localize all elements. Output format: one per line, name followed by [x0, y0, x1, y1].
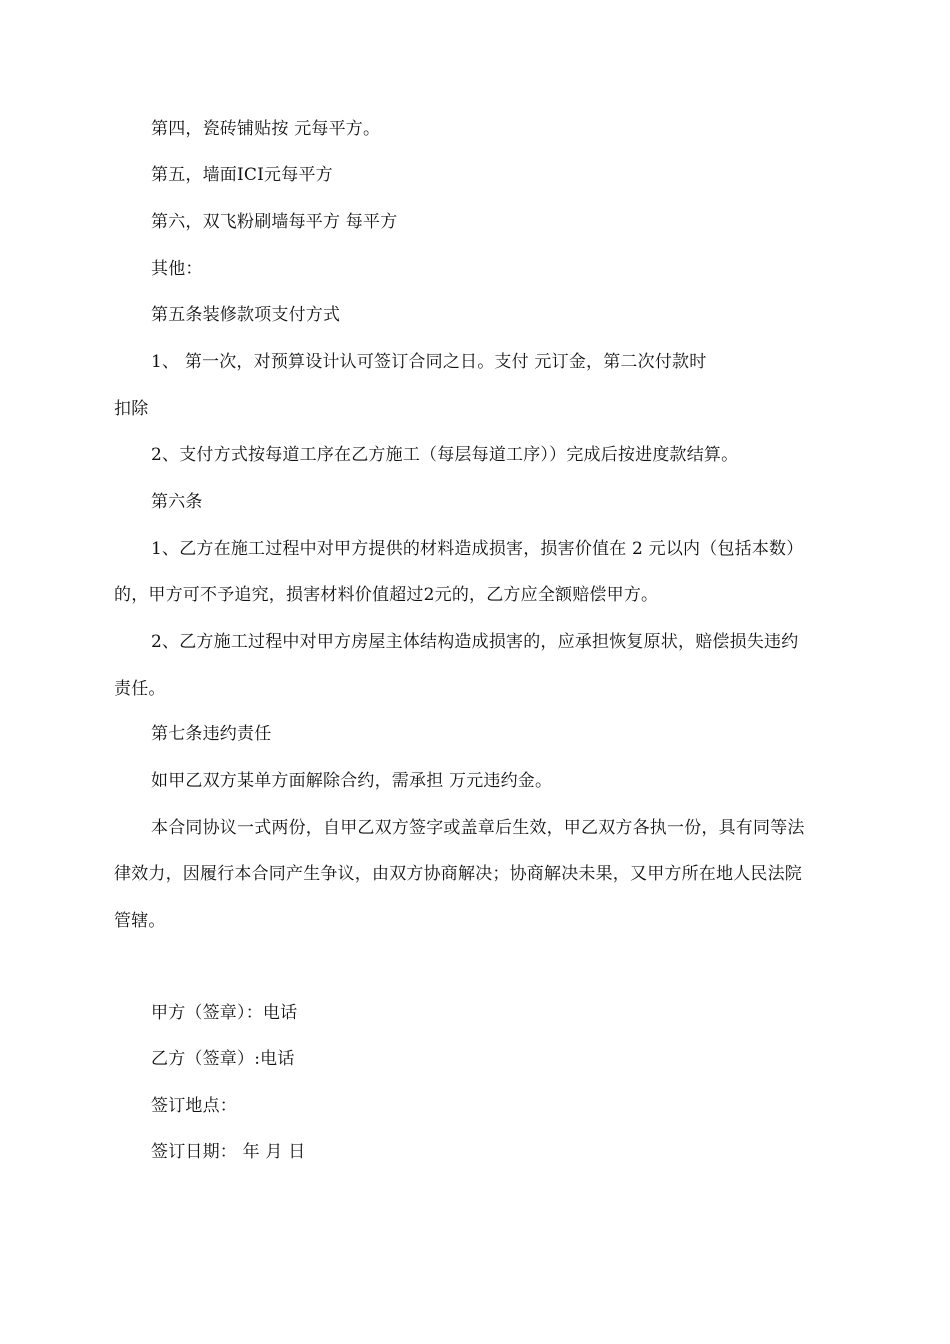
article-6-heading: 第六条: [151, 492, 203, 512]
clause-wall-ici-price: 第五，墙面ICI元每平方: [151, 165, 333, 185]
payment-item-1-continued: 扣除: [114, 399, 149, 419]
article-5-heading: 第五条装修款项支付方式: [151, 305, 341, 325]
clause-tile-price: 第四，瓷砖铺贴按 元每平方。: [151, 119, 381, 139]
signing-date: 签订日期： 年 月 日: [151, 1142, 306, 1162]
payment-item-1: 1、 第一次，对预算设计认可签订合同之日。支付 元订金，第二次付款时: [151, 352, 707, 372]
article-7-heading: 第七条违约责任: [151, 724, 272, 744]
contract-validity-paragraph: 本合同协议一式两份，自甲乙双方签字或盖章后生效，甲乙双方各执一份，具有同等法: [151, 818, 805, 838]
contract-validity-paragraph-line-2: 律效力，因履行本合同产生争议，由双方协商解决；协商解决未果，又甲方所在地人民法院: [114, 864, 802, 884]
payment-item-2: 2、支付方式按每道工序在乙方施工（每层每道工序））完成后按进度款结算。: [151, 445, 739, 465]
article-6-item-1-continued: 的，甲方可不予追究，损害材料价值超过2元的，乙方应全额赔偿甲方。: [114, 585, 659, 605]
clause-other: 其他：: [151, 259, 203, 279]
clause-wall-putty-price: 第六，双飞粉刷墙每平方 每平方: [151, 212, 398, 232]
party-b-signature: 乙方（签章）:电话: [151, 1049, 295, 1069]
signing-place: 签订地点：: [151, 1096, 237, 1116]
contract-validity-paragraph-line-3: 管辖。: [114, 911, 166, 931]
party-a-signature: 甲方（签章）：电话: [151, 1003, 298, 1023]
article-6-item-2: 2、乙方施工过程中对甲方房屋主体结构造成损害的，应承担恢复原状，赔偿损失违约: [151, 632, 799, 652]
article-6-item-2-continued: 责任。: [114, 679, 166, 699]
breach-penalty-clause: 如甲乙双方某单方面解除合约，需承担 万元违约金。: [151, 771, 553, 791]
article-6-item-1: 1、乙方在施工过程中对甲方提供的材料造成损害，损害价值在 2 元以内（包括本数）: [151, 539, 804, 559]
